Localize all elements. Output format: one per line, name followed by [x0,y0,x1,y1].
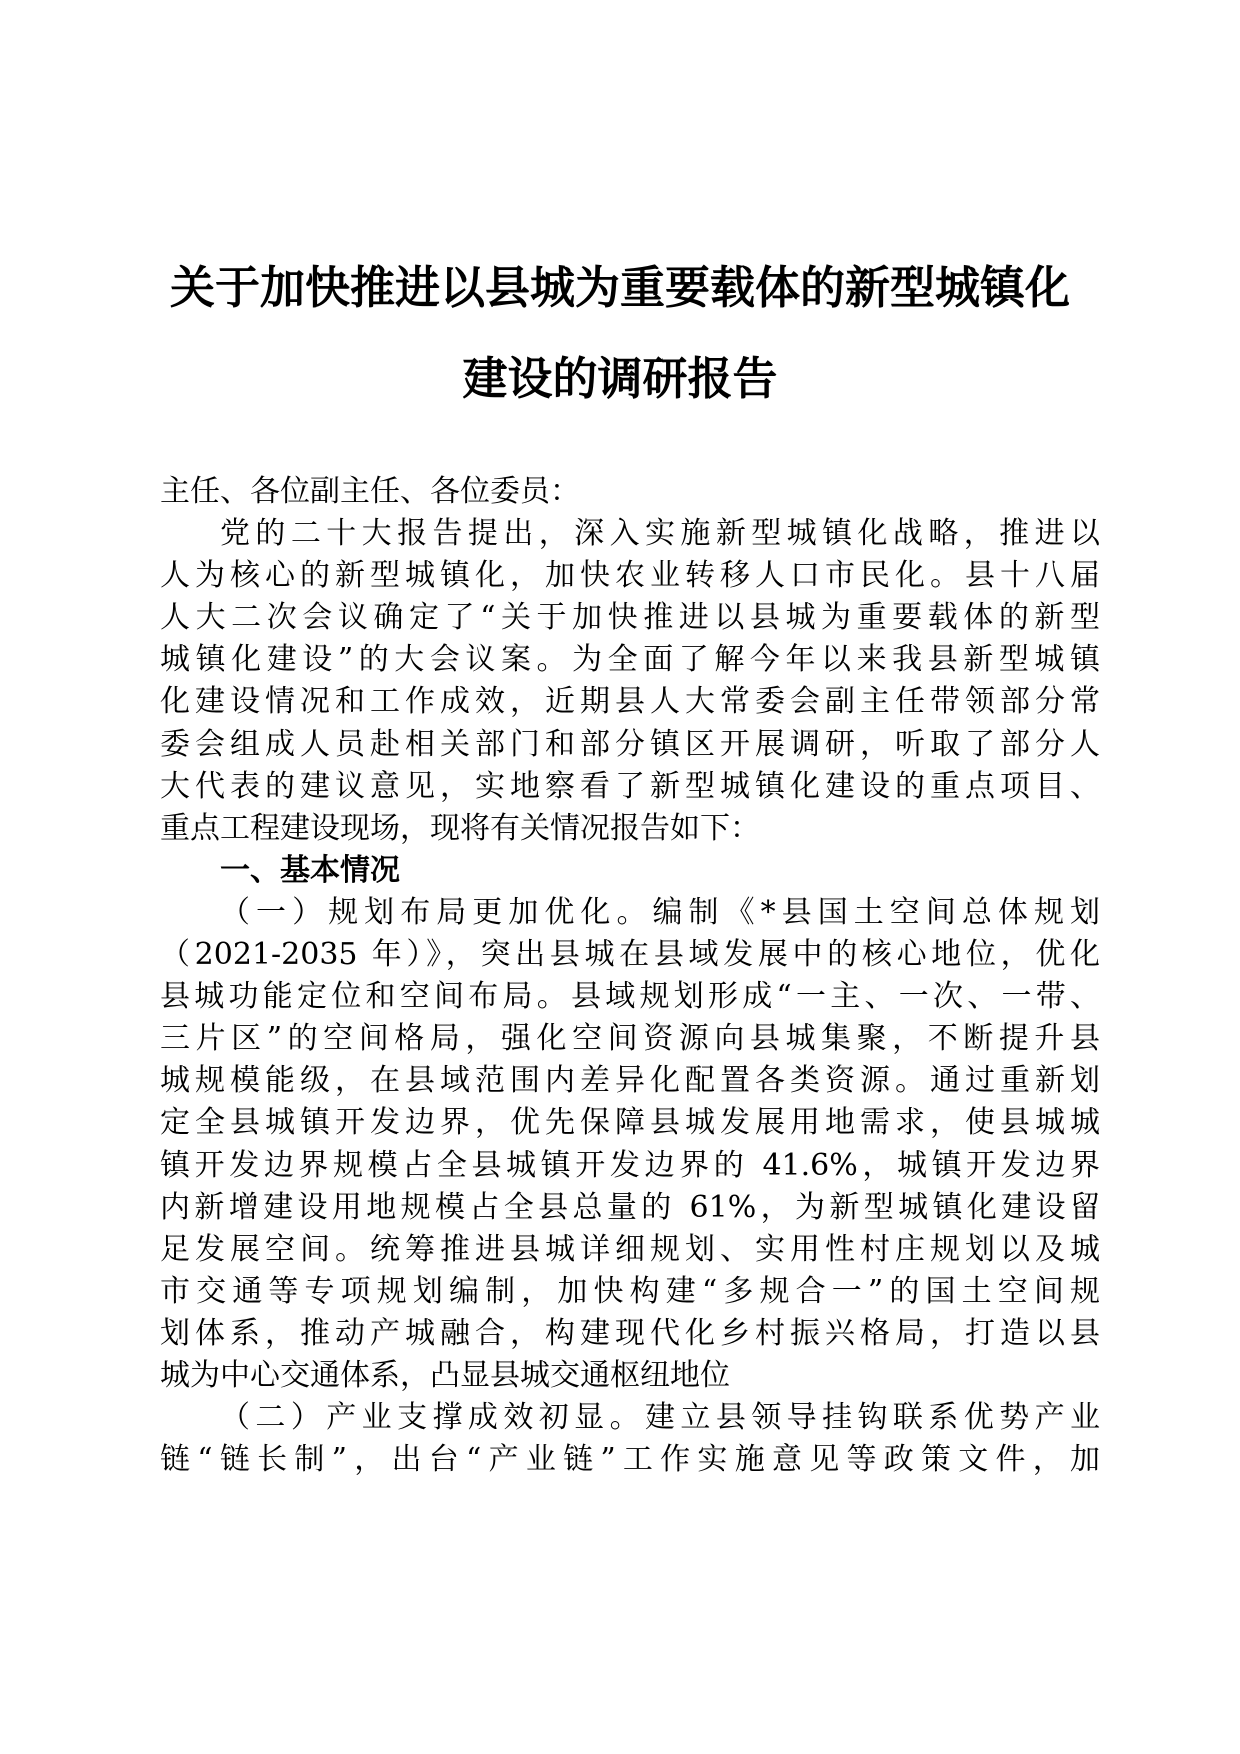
subsection-1-line: 内新增建设用地规模占全县总量的 61%，为新型城镇化建设留 [160,1189,1100,1225]
document-title-line-2: 建设的调研报告 [462,352,778,405]
intro-paragraph-line: 委会组成人员赴相关部门和部分镇区开展调研，听取了部分人 [160,726,1100,762]
subsection-1-line: 镇开发边界规模占全县城镇开发边界的 41.6%，城镇开发边界 [160,1147,1100,1183]
subsection-1-line: 定全县城镇开发边界，优先保障县城发展用地需求，使县城城 [160,1105,1100,1141]
subsection-2-line: （二）产业支撑成效初显。建立县领导挂钩联系优势产业 [220,1400,1100,1436]
intro-paragraph-line: 人为核心的新型城镇化，加快农业转移人口市民化。县十八届 [160,558,1100,594]
intro-paragraph-line: 大代表的建议意见，实地察看了新型城镇化建设的重点项目、 [160,768,1100,804]
subsection-1-line: 足发展空间。统筹推进县城详细规划、实用性村庄规划以及城 [160,1231,1100,1267]
document-title-line-1: 关于加快推进以县城为重要载体的新型城镇化 [169,261,1070,314]
subsection-1-line: 划体系，推动产城融合，构建现代化乡村振兴格局，打造以县 [160,1315,1100,1351]
document-body [160,471,1100,1481]
subsection-1-line: （2021-2035 年）》，突出县城在县域发展中的核心地位，优化 [160,937,1100,973]
intro-paragraph-line: 重点工程建设现场，现将有关情况报告如下： [160,810,760,846]
subsection-1-line: 三片区”的空间格局，强化空间资源向县城集聚，不断提升县 [160,1021,1100,1057]
subsection-1-line: 市交通等专项规划编制，加快构建“多规合一”的国土空间规 [160,1273,1100,1309]
intro-paragraph-line: 城镇化建设”的大会议案。为全面了解今年以来我县新型城镇 [160,642,1100,678]
subsection-2-line: 链“链长制”，出台“产业链”工作实施意见等政策文件，加 [160,1442,1100,1478]
section-heading: 一、基本情况 [220,852,400,888]
subsection-1-line: （一）规划布局更加优化。编制《*县国土空间总体规划 [220,894,1100,930]
subsection-1-line: 城规模能级，在县域范围内差异化配置各类资源。通过重新划 [160,1063,1100,1099]
intro-paragraph-line: 化建设情况和工作成效，近期县人大常委会副主任带领部分常 [160,684,1100,720]
subsection-1-line: 县城功能定位和空间布局。县域规划形成“一主、一次、一带、 [160,979,1100,1015]
subsection-1-line: 城为中心交通体系，凸显县城交通枢纽地位 [160,1357,730,1393]
intro-paragraph-line: 人大二次会议确定了“关于加快推进以县城为重要载体的新型 [160,600,1100,636]
intro-paragraph-line: 党的二十大报告提出，深入实施新型城镇化战略，推进以 [220,516,1100,552]
salutation: 主任、各位副主任、各位委员： [160,474,580,509]
